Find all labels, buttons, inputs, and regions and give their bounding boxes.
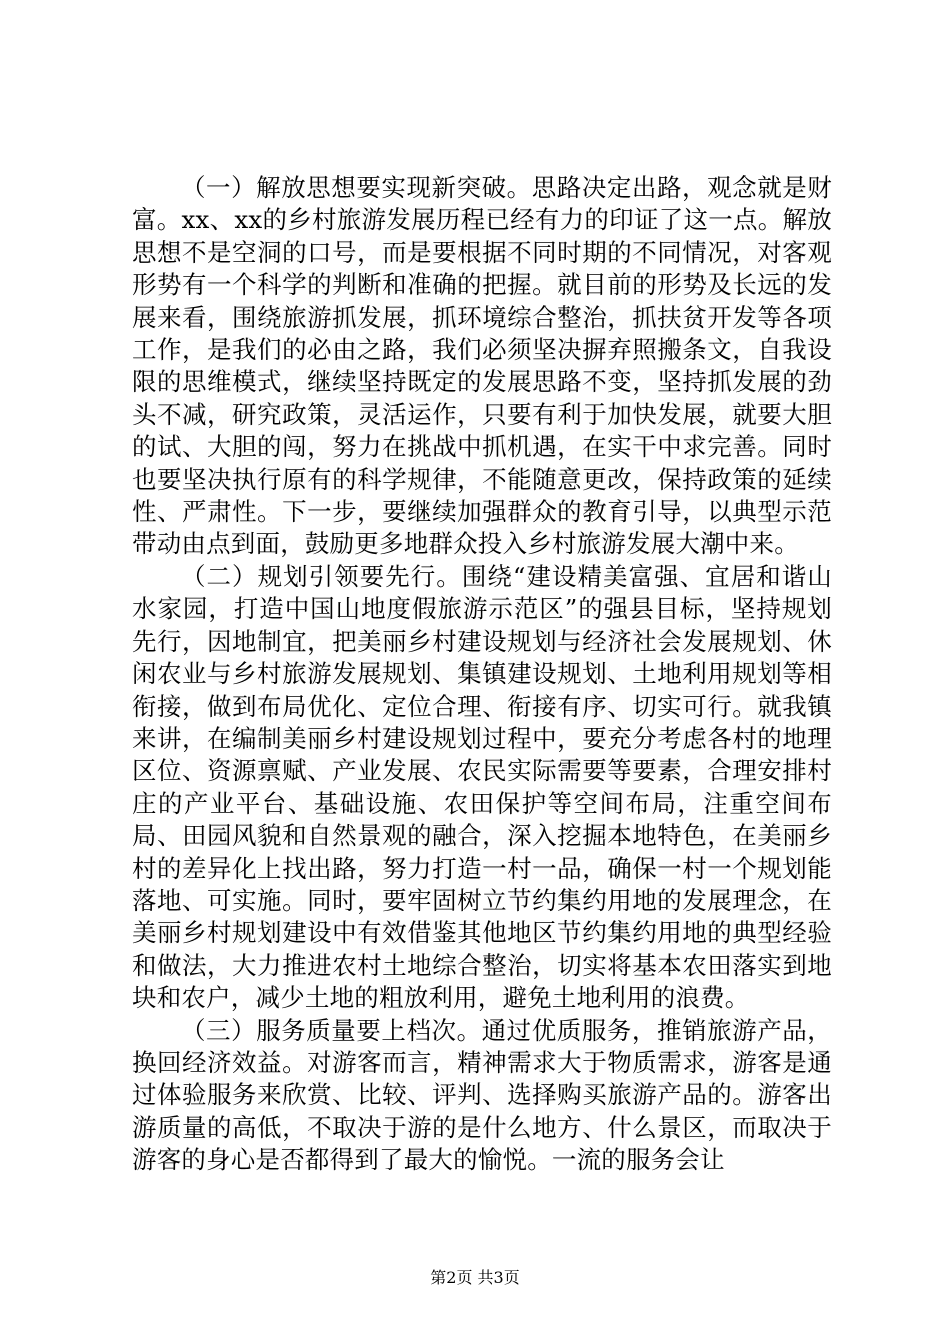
page-footer: 第2页 共3页: [430, 1268, 520, 1287]
paragraph-2: （二）规划引领要先行。围绕“建设精美富强、宜居和谐山水家园，打造中国山地度假旅游示范区”的强县目标，坚持规划先行，因地制宜，把美丽乡村建设规划与经济社会发展规划、休闲农业与乡村旅游发展规划、集镇建设规划、土地利用规划等相衔接，做到布局优化、定位合理、衔接有序、切实可行。就我镇来讲，在编制美丽乡村建设规划过程中，要充分考虑各村的地理区位、资源禀赋、产业发展、农民实际需要等要素，合理安排村庄的产业平台、基础设施、农田保护等空间布局，注重空间布局、田园风貌和自然景观的融合，深入挖掘本地特色，在美丽乡村的差异化上找出路，努力打造一村一品，确保一村一个规划能落地、可实施。同时，要牢固树立节约集约用地的发展理念，在美丽乡村规划建设中有效借鉴其他地区节约集约用地的典型经验和做法，大力推进农村土地综合整治，切实将基本农田落实到地块和农户，减少土地的粗放利用，避免土地利用的浪费。: [132, 561, 832, 1013]
body-text: [132, 172, 832, 1177]
paragraph-3: （三）服务质量要上档次。通过优质服务，推销旅游产品，换回经济效益。对游客而言，精神需求大于物质需求，游客是通过体验服务来欣赏、比较、评判、选择购买旅游产品的。游客出游质量的高低，不取决于游的是什么地方、什么景区，而取决于游客的身心是否都得到了最大的愉悦。一流的服务会让: [132, 1015, 832, 1175]
paragraph-1: （一）解放思想要实现新突破。思路决定出路，观念就是财富。xx、xx的乡村旅游发展历程已经有力的印证了这一点。解放思想不是空洞的口号，而是要根据不同时期的不同情况，对客观形势有一个科学的判断和准确的把握。就目前的形势及长远的发展来看，围绕旅游抓发展，抓环境综合整治，抓扶贫开发等各项工作，是我们的必由之路，我们必须坚决摒弃照搬条文，自我设限的思维模式，继续坚持既定的发展思路不变，坚持抓发展的劲头不减，研究政策，灵活运作，只要有利于加快发展，就要大胆的试、大胆的闯，努力在挑战中抓机遇，在实干中求完善。同时也要坚决执行原有的科学规律，不能随意更改，保持政策的延续性、严肃性。下一步，要继续加强群众的教育引导，以典型示范带动由点到面，鼓励更多地群众投入乡村旅游发展大潮中来。: [132, 173, 832, 559]
